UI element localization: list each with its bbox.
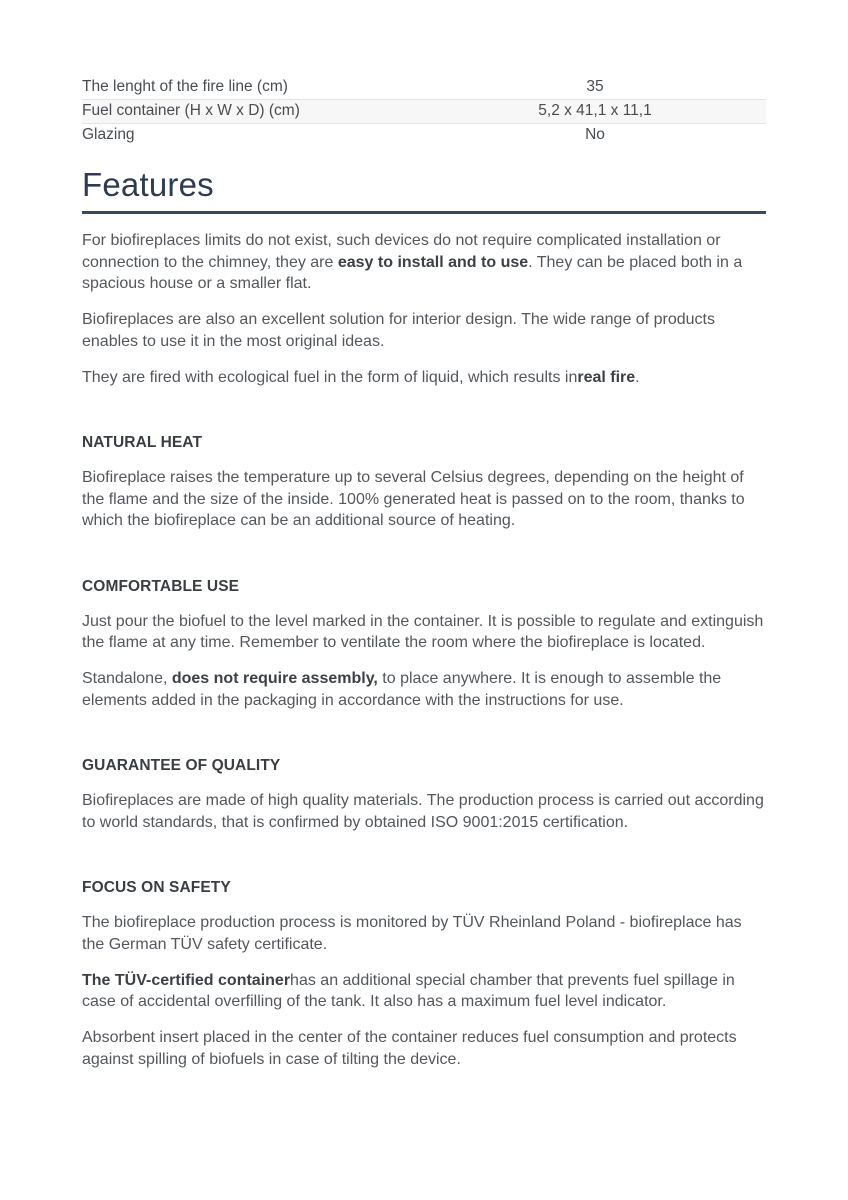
section-paragraph: Absorbent insert placed in the center of the container reduces fuel consumption and protects against spilling of biofuels in case of tilting the device.: [82, 1029, 737, 1068]
section-heading-comfortable-use: COMFORTABLE USE: [82, 577, 240, 595]
section-focus-on-safety: [82, 879, 766, 1070]
text-segment: has an additional special chamber that prevents fuel spillage in case of accidental overfilling of the tank. It also has a maximum fuel level indicator.: [82, 971, 735, 1010]
bold-text-segment: real fire: [577, 368, 636, 386]
features-page-title: Features: [82, 166, 214, 203]
text-segment: to place anywhere. It is enough to assemble the elements added in the packaging in accordance with the instructions for use.: [82, 670, 722, 709]
spec-table-row-glazing: [82, 124, 766, 148]
section-paragraph: [82, 970, 766, 1013]
text-segment: .: [635, 368, 640, 386]
spec-value: No: [585, 126, 605, 143]
section-heading-focus-on-safety: FOCUS ON SAFETY: [82, 879, 231, 896]
spec-label: Glazing: [82, 126, 135, 143]
bold-text-segment: does not require assembly,: [171, 670, 378, 687]
features-intro-paragraph-3: [82, 367, 766, 389]
section-paragraph: Biofireplace raises the temperature up to several Celsius degrees, depending on the height of the flame and the size of the inside. 100% generated heat is passed on to the room, thanks to which the biofireplace can be an additional source of heating.: [82, 469, 745, 529]
text-segment: They are fired with ecological fuel in the form of liquid, which results in: [82, 368, 578, 386]
section-heading-guarantee-of-quality: GUARANTEE OF QUALITY: [82, 757, 281, 774]
section-natural-heat: [82, 434, 766, 532]
bold-text-segment: easy to install and to use: [337, 253, 529, 271]
spec-label: Fuel container (H x W x D) (cm): [82, 102, 300, 119]
section-paragraph: Biofireplaces are made of high quality materials. The production process is carried out according to world standards, that is confirmed by obtained ISO 9001:2015 certification.: [82, 792, 764, 831]
text-segment: For biofireplaces limits do not exist, such devices do not require complicated installation or connection to the chimney, they are: [82, 232, 721, 271]
spec-table-row-fire-line: [82, 76, 766, 100]
section-paragraph: [82, 668, 766, 711]
features-intro-paragraph-2: Biofireplaces are also an excellent solution for interior design. The wide range of products enables to use it in the most original ideas.: [82, 311, 715, 350]
spec-value: 5,2 x 41,1 x 11,1: [538, 102, 652, 119]
spec-table: [82, 76, 766, 147]
features-body: [82, 230, 766, 1070]
section-guarantee-of-quality: [82, 757, 766, 833]
spec-label: The lenght of the fire line (cm): [82, 78, 288, 95]
spec-value: 35: [586, 78, 604, 95]
text-segment: . They can be placed both in a spacious house or a smaller flat.: [82, 253, 743, 292]
text-segment: Standalone,: [82, 670, 172, 687]
section-paragraph: Just pour the biofuel to the level marked in the container. It is possible to regulate and extinguish the flame at any time. Remember to ventilate the room where the biofireplace is located.: [82, 612, 764, 651]
features-title-divider: [82, 211, 766, 214]
section-heading-natural-heat: NATURAL HEAT: [82, 434, 203, 451]
spec-table-row-fuel-container: [82, 100, 766, 124]
bold-text-segment: The TÜV-certified container: [82, 971, 291, 989]
features-intro-paragraph-1: [82, 230, 766, 295]
section-paragraph: The biofireplace production process is monitored by TÜV Rheinland Poland - biofireplace has the German TÜV safety certificate.: [82, 914, 742, 953]
section-comfortable-use: [82, 578, 766, 712]
